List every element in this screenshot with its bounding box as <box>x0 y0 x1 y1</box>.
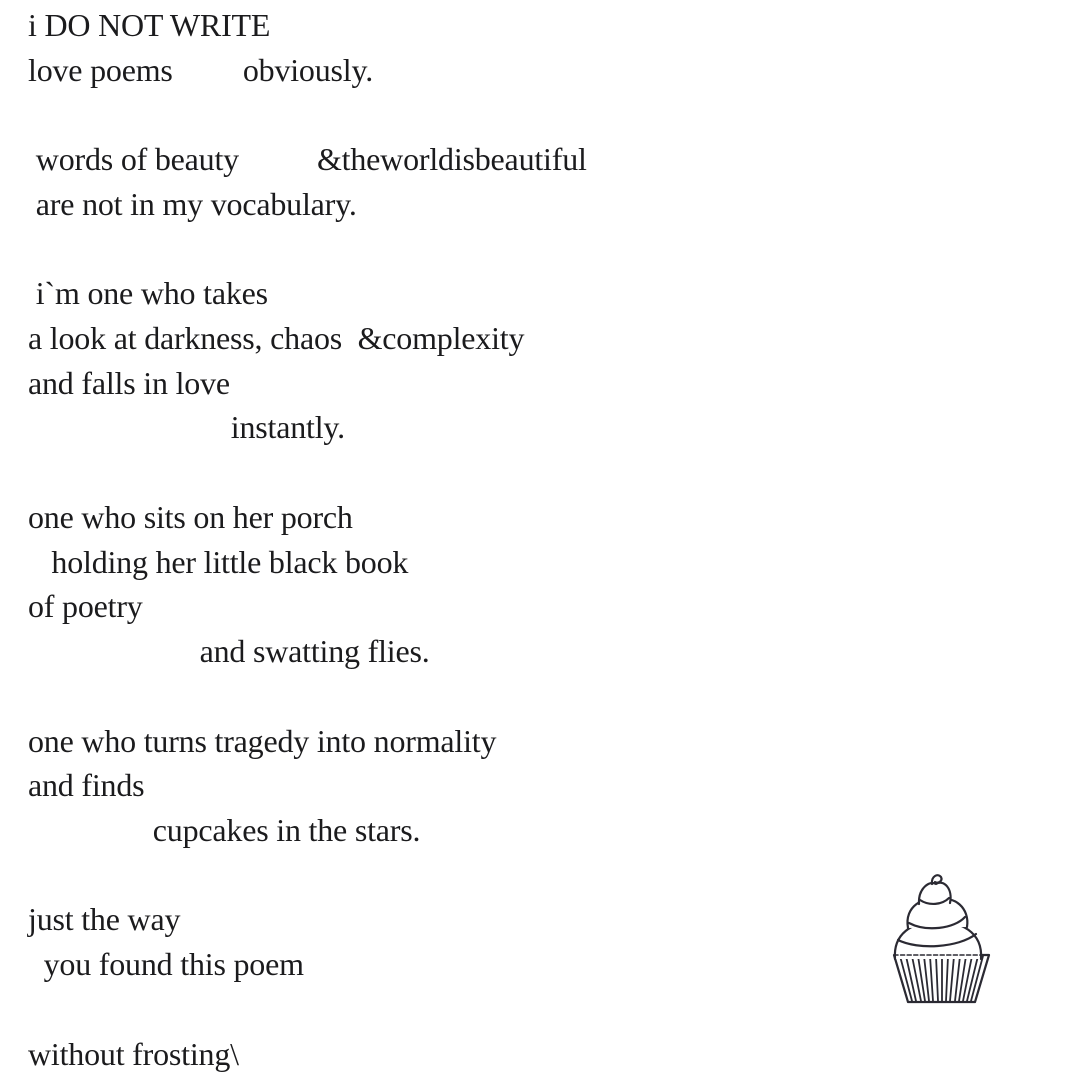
poem-line: cupcakes in the stars. <box>28 811 421 848</box>
poem-line: without frosting\ <box>28 1035 239 1072</box>
poem-line: and finds <box>28 767 145 804</box>
poem-line: are not in my vocabulary. <box>28 185 357 222</box>
poem-line <box>28 674 587 719</box>
poem-line: of poetry <box>28 588 143 625</box>
cupcake-icon <box>886 872 992 1006</box>
poem-line: a look at darkness, chaos &complexity <box>28 320 525 357</box>
poem-line: you found this poem <box>28 946 304 983</box>
poem-line: holding her little black book <box>28 543 409 580</box>
poem-line: and swatting flies. <box>28 633 430 670</box>
poem-line: one who sits on her porch <box>28 498 353 535</box>
poem-line <box>28 92 587 137</box>
poem-line: words of beauty &theworldisbeautiful <box>28 141 587 178</box>
poem-line <box>28 227 587 272</box>
poem-line: just the way <box>28 901 181 938</box>
poem-line: one who turns tragedy into normality <box>28 722 497 759</box>
poem-line: instantly. <box>28 409 345 446</box>
poem-line: i DO NOT WRITE <box>28 7 271 43</box>
poem-line: i`m one who takes <box>28 275 268 312</box>
poem-line: love poems obviously. <box>28 51 373 88</box>
poem-line <box>28 853 587 898</box>
poem-line: and falls in love <box>28 364 230 401</box>
poem-line <box>28 987 587 1032</box>
poem-line <box>28 450 587 495</box>
